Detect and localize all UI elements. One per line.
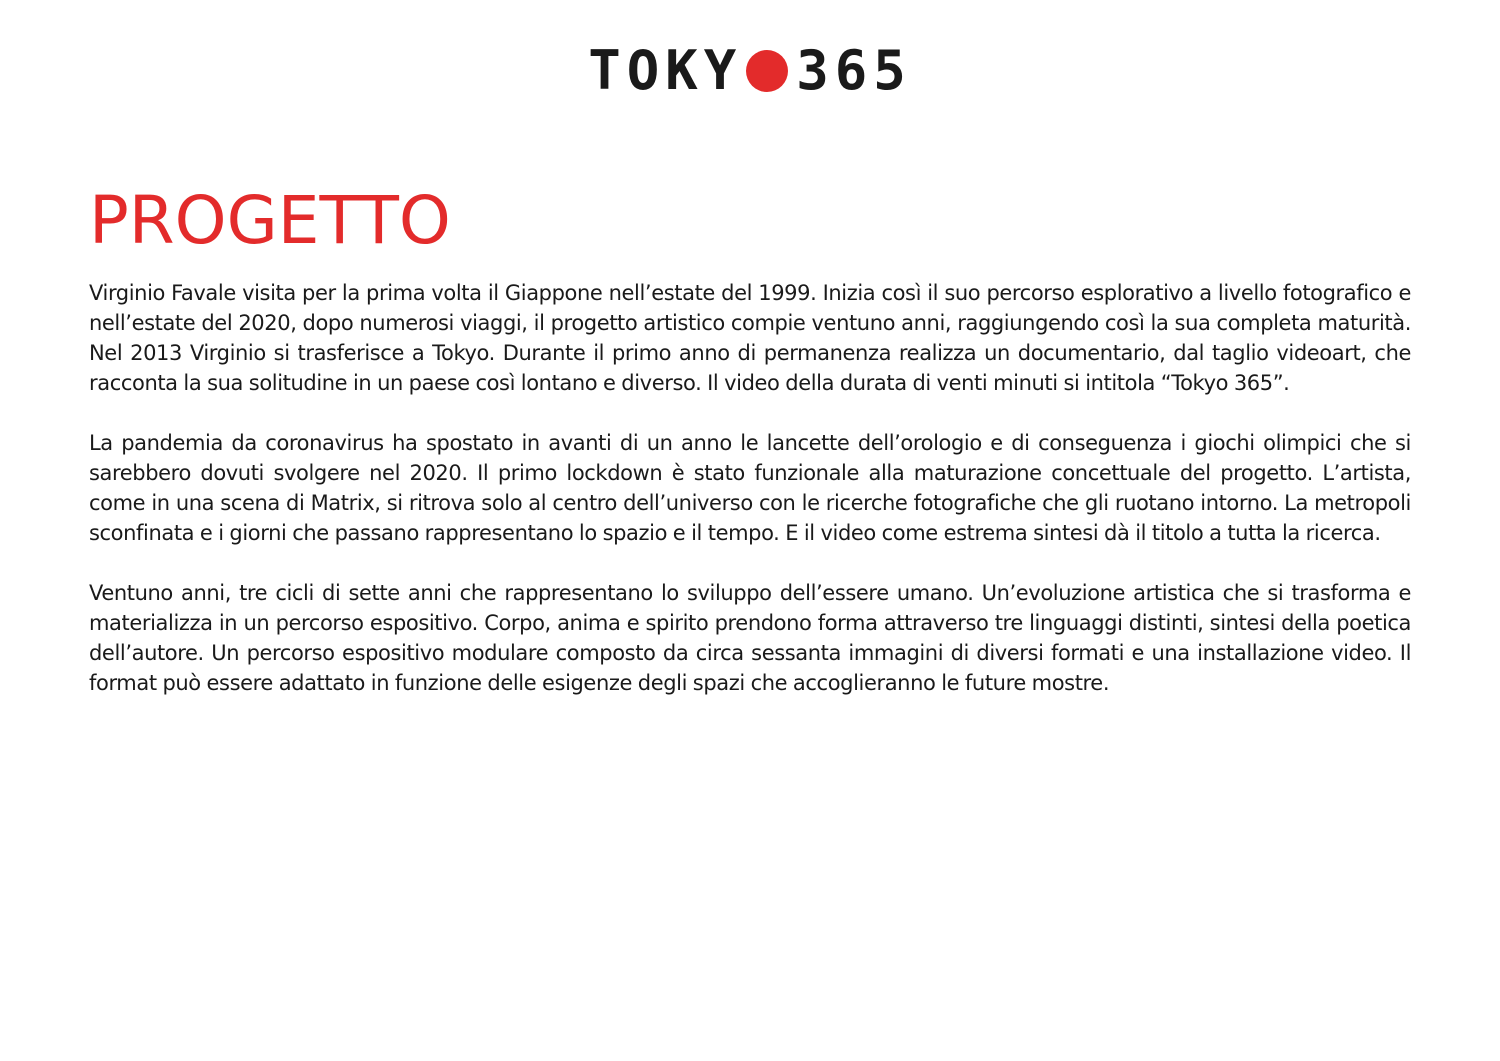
- logo-wordmark: [588, 39, 912, 102]
- red-sun-icon: [746, 50, 788, 92]
- logo-text-right: 365: [796, 39, 912, 102]
- body-text: [89, 278, 1411, 728]
- logo-text-left: TOKY: [588, 39, 743, 102]
- page-title: PROGETTO: [89, 182, 451, 259]
- paragraph-2: La pandemia da coronavirus ha spostato in avanti di un anno le lancette dell’orologio e di conseguenza i giochi olimpici che si sarebbero dovuti svolgere nel 2020. Il primo lockdown è stato funzionale alla maturazione concettuale del progetto. L’artista, come in una scena di Matrix, si ritrova solo al centro dell’universo con le ricerche fotografiche che gli ruotano intorno. La metropoli sconfinata e i giorni che passano rappresentano lo spazio e il tempo. E il video come estrema sintesi dà il titolo a tutta la ricerca.: [89, 431, 1411, 545]
- tokyo365-logo: [0, 39, 1500, 102]
- paragraph-1: Virginio Favale visita per la prima volta il Giappone nell’estate del 1999. Inizia così il suo percorso esplorativo a livello fotografico e nell’estate del 2020, dopo numerosi viaggi, il progetto artistico compie ventuno anni, raggiungendo così la sua completa maturità. Nel 2013 Virginio si trasferisce a Tokyo. Durante il primo anno di permanenza realizza un documentario, dal taglio videoart, che racconta la sua solitudine in un paese così lontano e diverso. Il video della durata di venti minuti si intitola “Tokyo 365”.: [89, 281, 1411, 395]
- paragraph-3: Ventuno anni, tre cicli di sette anni che rappresentano lo sviluppo dell’essere umano. Un’evoluzione artistica che si trasforma e materializza in un percorso espositivo. Corpo, anima e spirito prendono forma attraverso tre linguaggi distinti, sintesi della poetica dell’autore. Un percorso espositivo modulare composto da circa sessanta immagini di diversi formati e una installazione video. Il format può essere adattato in funzione delle esigenze degli spazi che accoglieranno le future mostre.: [89, 581, 1411, 695]
